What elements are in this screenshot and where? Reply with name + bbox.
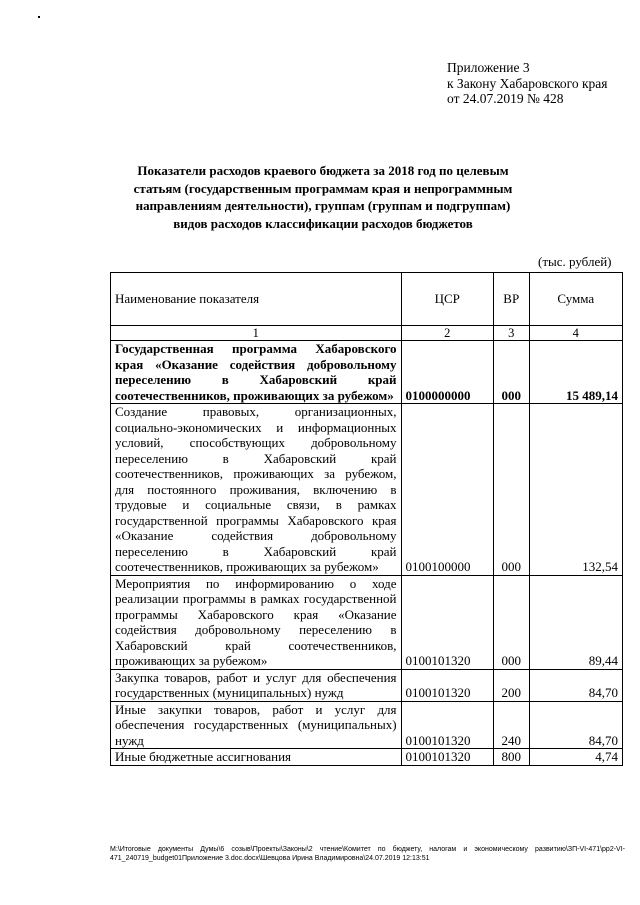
- expenses-table: [110, 272, 623, 766]
- column-number: 2: [401, 326, 493, 341]
- row-vr: 800: [493, 749, 529, 766]
- row-sum: 84,70: [529, 701, 622, 749]
- row-vr: 200: [493, 669, 529, 701]
- row-vr: 000: [493, 575, 529, 669]
- row-name: Создание правовых, организационных, социально-экономических и информационных условий, способствующих добровольному переселению в Хабаровский край соотечественников, проживающих за рубежом, для постоянного проживания, включению в трудовые и социальные связи, в рамках государственной программы Хабаровского края «Оказание содействия добровольному переселению в Хабаровский край соотечественников, проживающих за рубежом»: [111, 404, 402, 576]
- table-row: [111, 701, 623, 749]
- row-sum: 84,70: [529, 669, 622, 701]
- table-row: [111, 575, 623, 669]
- column-number-row: [111, 326, 623, 341]
- document-title: Показатели расходов краевого бюджета за 2018 год по целевым статьям (государственным программам края и непрограммным направлениям деятельности), группам (группам и подгруппам) видов расходов классификации расходов бюджетов: [133, 163, 513, 231]
- header-csr: ЦСР: [401, 273, 493, 326]
- table-row: [111, 669, 623, 701]
- row-vr: 240: [493, 701, 529, 749]
- row-csr: 0100101320: [401, 701, 493, 749]
- row-vr: 000: [493, 404, 529, 576]
- file-path-footer: М:\Итоговые документы Думы\6 созыв\Проекты\Законы\2 чтение\Комитет по бюджету, налогам и экономическому развитию\ЗП-VI-471\рр2-VI-471_240719_budget01Приложение 3.doc.docx\Шевцова Ирина Владимировна\24.07.2019 12:13:51: [110, 846, 625, 862]
- table-row: [111, 341, 623, 404]
- header-vr: ВР: [493, 273, 529, 326]
- row-sum: 15 489,14: [529, 341, 622, 404]
- appendix-line-3: от 24.07.2019 № 428: [447, 91, 564, 106]
- appendix-note: [447, 60, 608, 107]
- row-sum: 89,44: [529, 575, 622, 669]
- scan-dot: [38, 16, 40, 18]
- row-name: Закупка товаров, работ и услуг для обеспечения государственных (муниципальных) нужд: [111, 669, 402, 701]
- row-sum: 4,74: [529, 749, 622, 766]
- column-number: 3: [493, 326, 529, 341]
- appendix-line-1: Приложение 3: [447, 60, 530, 75]
- row-sum: 132,54: [529, 404, 622, 576]
- header-sum: Сумма: [529, 273, 622, 326]
- appendix-line-2: к Закону Хабаровского края: [447, 75, 608, 91]
- row-name: Государственная программа Хабаровского края «Оказание содействия добровольному переселению в Хабаровский край соотечественников, проживающих за рубежом»: [111, 341, 402, 404]
- units-label: (тыс. рублей): [538, 254, 612, 269]
- row-csr: 0100101320: [401, 749, 493, 766]
- header-name: Наименование показателя: [111, 273, 402, 326]
- column-number: 1: [111, 326, 402, 341]
- row-vr: 000: [493, 341, 529, 404]
- row-csr: 0100100000: [401, 404, 493, 576]
- row-csr: 0100000000: [401, 341, 493, 404]
- row-name: Иные закупки товаров, работ и услуг для обеспечения государственных (муниципальных) нужд: [111, 701, 402, 749]
- row-csr: 0100101320: [401, 669, 493, 701]
- table-header-row: [111, 273, 623, 326]
- table-row: [111, 404, 623, 576]
- column-number: 4: [529, 326, 622, 341]
- row-csr: 0100101320: [401, 575, 493, 669]
- row-name: Мероприятия по информированию о ходе реализации программы в рамках государственной программы Хабаровского края «Оказание содействия добровольному переселению в Хабаровский край соотечественников, проживающих за рубежом»: [111, 575, 402, 669]
- row-name: Иные бюджетные ассигнования: [111, 749, 402, 766]
- table-row: [111, 749, 623, 766]
